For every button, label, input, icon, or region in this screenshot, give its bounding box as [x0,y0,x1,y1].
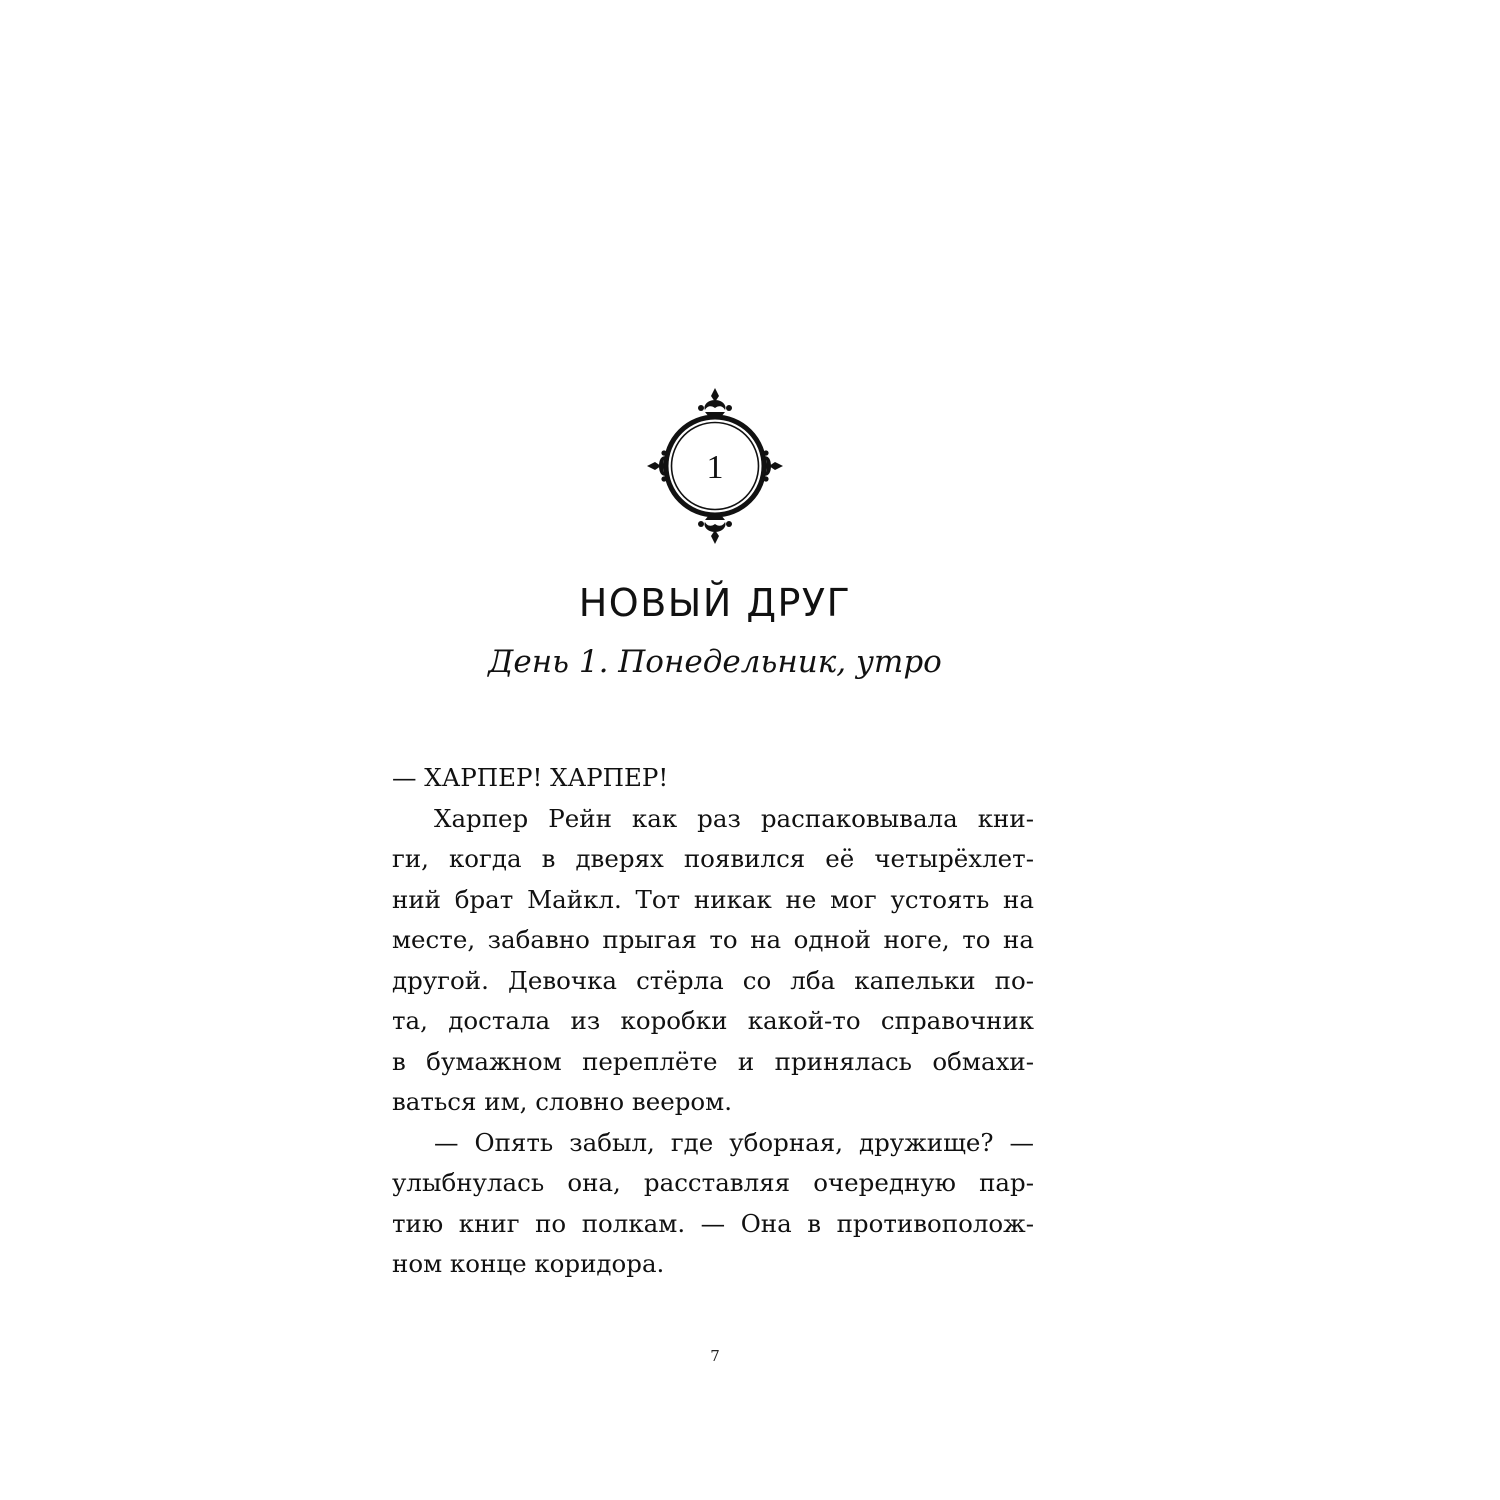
text-line: месте, забавно прыгая то на одной ноге, то на [392,925,1034,954]
text-line: Харпер Рейн как раз распаковывала кни- [434,803,1034,833]
page-number: 7 [710,1347,720,1365]
text-line: — Опять забыл, где уборная, дружище? — [434,1127,1034,1157]
text-line: ги, когда в дверях появился её четырёхлет- [392,844,1034,873]
text-line: тию книг по полкам. — Она в противополож- [392,1208,1034,1238]
text-line: в бумажном переплёте и принялась обмахи- [392,1046,1034,1076]
text-line: другой. Девочка стёрла со лба капельки по- [392,965,1034,995]
text-line: ний брат Майкл. Тот никак не мог устоять на [392,884,1034,914]
text-line: ном конце коридора. [392,1249,665,1278]
chapter-number: 1 [706,449,724,486]
chapter-subtitle: День 1. Понедельник, утро [488,644,942,680]
text-line: — ХАРПЕР! ХАРПЕР! [392,763,669,792]
text-line: та, достала из коробки какой-то справочник [392,1006,1034,1035]
chapter-title: НОВЫЙ ДРУГ [578,581,852,625]
body-text [392,758,1034,1285]
text-line: ваться им, словно веером. [392,1087,732,1116]
text-line: улыбнулась она, расставляя очередную пар- [392,1168,1034,1197]
